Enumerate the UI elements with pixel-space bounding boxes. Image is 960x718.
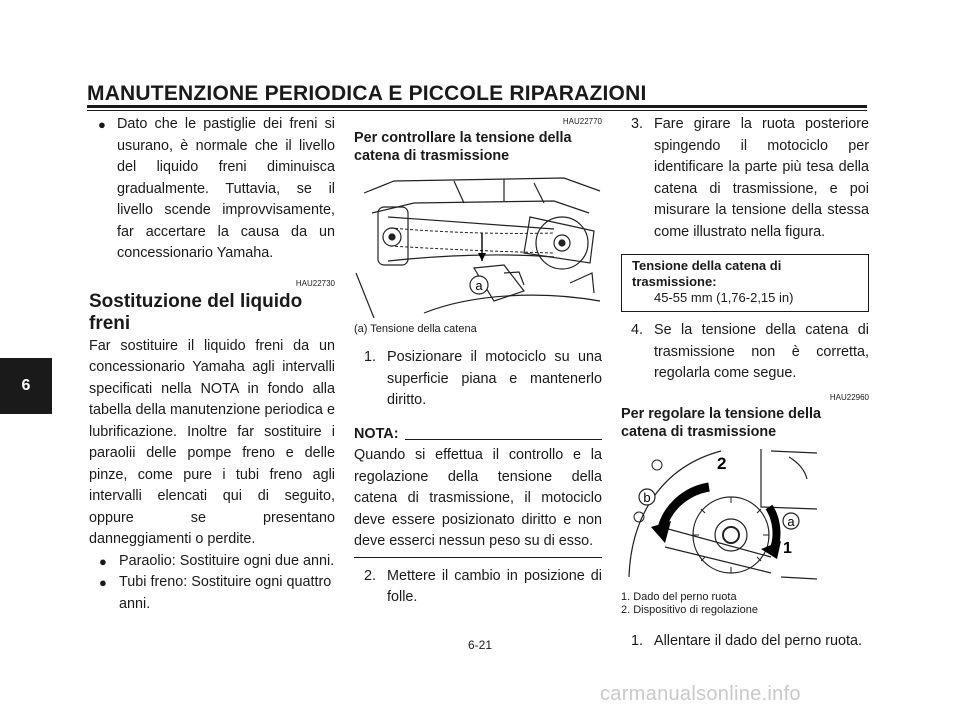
column-3 (621, 114, 869, 652)
figure-label-1: 1 (783, 539, 792, 557)
bullet-icon: ● (99, 575, 107, 590)
figure-caption: 1. Dado del perno ruota (621, 590, 737, 603)
page-header-title: MANUTENZIONE PERIODICA E PICCOLE RIPARAZIONI (87, 82, 647, 105)
figure-label-a: a (475, 278, 483, 293)
bullet-icon: ● (99, 553, 107, 569)
step-item (621, 320, 869, 385)
step-text: Se la tensione della catena di trasmissione non è corretta, regolarla come segue. (654, 322, 869, 381)
step-number: 1. (631, 632, 644, 649)
bullet-text: Tubi freno: Sostituire ogni quattro anni. (119, 574, 332, 612)
step-number: 3. (631, 116, 644, 132)
paragraph: Far sostituire il liquido freni da un concessionario Yamaha agli intervalli specificati nella NOTA in fondo alla tabella della manutenzione periodica e lubrificazione. Inoltre far sostituire i paraolii delle pompe freno e delle pinze, come pure i tubi freno agli intervalli elencati qui di seguito, oppure se presentano danneggiamenti o perdite. (89, 337, 335, 547)
figure-caption: 2. Dispositivo di regolazione (621, 603, 758, 616)
note-label: NOTA: (354, 425, 399, 442)
bullet-text: Dato che le pastiglie dei freni si usurano, è normale che il livello del liquido freni diminuisca gradualmente. Tuttavia, se il livello scende improvvisamente, far accertare la causa da un concessionario Yamaha. (117, 116, 335, 261)
step-number: 2. (364, 567, 377, 584)
spec-box (621, 254, 869, 312)
spec-title: Tensione della catena di trasmissione: (632, 258, 782, 289)
column-2 (354, 114, 602, 609)
chapter-tab[interactable]: 6 (0, 358, 52, 414)
step-text: Mettere il cambio in posizione di folle. (387, 567, 602, 605)
header-rule-thin (87, 110, 867, 111)
header-rule (87, 105, 867, 108)
section-heading: Per regolare la tensione della catena di trasmissione (621, 405, 821, 440)
bullet-item (89, 572, 335, 615)
figure-label-b: b (643, 489, 651, 505)
section-code: HAU22960 (829, 392, 869, 402)
page-number: 6-21 (467, 638, 493, 652)
chain-adjust-figure (621, 447, 821, 591)
section-heading: Sostituzione del liquido freni (89, 290, 303, 334)
figure-label-a: a (787, 513, 795, 529)
step-text: Posizionare il motociclo su una superficie piana e mantenerlo diritto. (387, 349, 602, 408)
note-text: Quando si effettua il controllo e la regolazione della tensione della catena di trasmissione, il motociclo deve essere posizionato diritto e non deve esserci nessun peso su di esso. (354, 447, 602, 549)
bullet-item (89, 551, 335, 573)
figure-label-2: 2 (717, 453, 727, 473)
spec-value: 45-55 mm (1,76-2,15 in) (654, 290, 794, 305)
section-heading: Per controllare la tensione della catena di trasmissione (354, 130, 572, 164)
section-code: HAU22730 (295, 278, 335, 288)
bullet-icon: ● (98, 117, 106, 132)
note-rule (405, 439, 603, 440)
step-item (354, 347, 602, 412)
watermark: carmanualsonline.info (600, 683, 801, 705)
step-item (621, 114, 869, 243)
figure-caption: (a) Tensione della catena (354, 323, 477, 335)
bullet-item (89, 114, 335, 265)
step-number: 4. (631, 322, 644, 338)
step-number: 1. (364, 349, 377, 365)
step-text: Fare girare la ruota posteriore spingendo il motociclo per identificare la parte più tesa della catena di trasmissione, e poi misurare la tensione della stessa come illustrato nella figura. (654, 116, 869, 240)
column-1 (89, 114, 335, 615)
note-end-rule (354, 557, 602, 558)
step-item (354, 566, 602, 609)
bullet-text: Paraolio: Sostituire ogni due anni. (119, 552, 335, 569)
chain-tension-figure (354, 173, 602, 319)
step-item (621, 631, 869, 653)
step-text: Allentare il dado del perno ruota. (654, 632, 863, 649)
note-header (354, 424, 602, 446)
section-code: HAU22770 (562, 117, 602, 126)
